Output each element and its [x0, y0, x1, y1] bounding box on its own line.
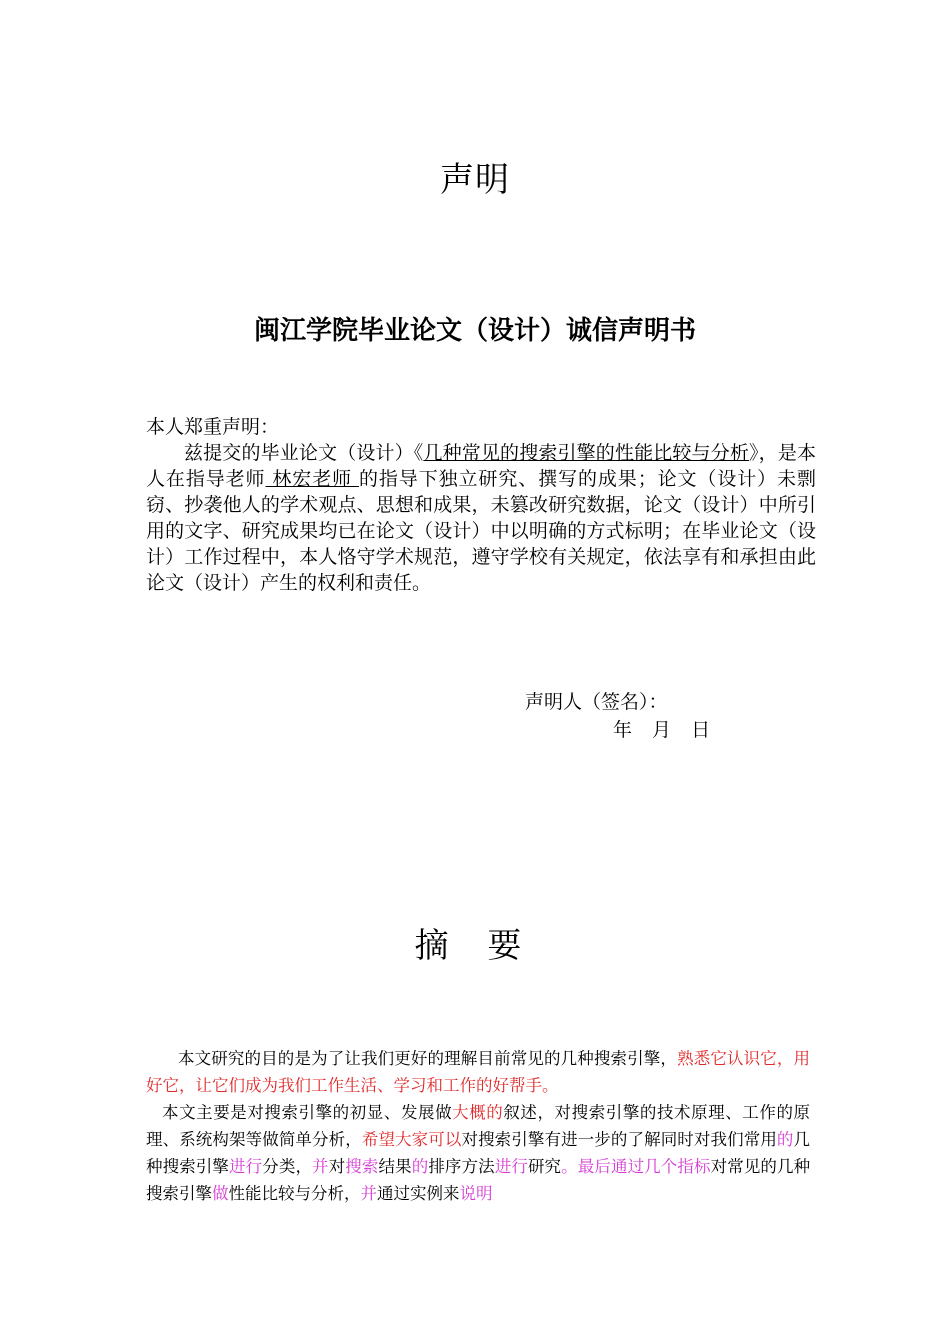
abstract-paragraph-2: [146, 1099, 810, 1207]
declaration-text-1: 兹提交的毕业论文（设计）《: [184, 442, 424, 464]
abstract-text: 叙述，对搜索引擎的技术原理、工作的原理、系统构架等做简单分析，: [146, 1103, 811, 1149]
abstract-text-magenta: 进行: [494, 1157, 528, 1176]
abstract-text: 对常见的几种搜索引擎: [146, 1157, 811, 1203]
advisor-name: 林宏老师: [265, 468, 359, 490]
page-title: 声明: [440, 160, 510, 200]
thesis-title: 几种常见的搜索引擎的性能比较与分析: [423, 442, 750, 464]
abstract-text-magenta: 并: [312, 1157, 329, 1176]
abstract-text-magenta: 搜索: [345, 1157, 379, 1176]
signature-date: 年 月 日: [613, 719, 711, 741]
abstract-text: 分类，: [262, 1157, 313, 1176]
signature-label: 声明人（签名）：: [525, 691, 668, 713]
abstract-text: 通过实例来: [377, 1184, 460, 1203]
abstract-text-magenta: 的: [411, 1157, 429, 1176]
declaration-text-2: 》，是本人在指导老师: [146, 442, 816, 490]
abstract-text-red: 熟悉它认识它，用好它，让它们成为我们工作生活、学习和工作的好帮手。: [146, 1049, 811, 1095]
abstract-paragraph-1: [146, 1045, 810, 1099]
abstract-text: 本文主要是对搜索引擎的初显、发展做: [162, 1103, 453, 1122]
abstract-text: 本文研究的目的是为了让我们更好的理解目前常见的几种搜索引擎，: [178, 1049, 678, 1068]
abstract-text: 性能比较与分析，: [228, 1184, 361, 1203]
abstract-text-magenta: 做: [212, 1184, 229, 1203]
abstract-text-red: 大概的: [452, 1103, 504, 1122]
abstract-text-red: 希望大家可以: [361, 1130, 462, 1149]
abstract-text-magenta: 。最后通过几个指标: [561, 1157, 711, 1176]
declaration-body: [146, 414, 816, 596]
abstract-text: 对搜索引擎有进一步的了解同时对我们常用: [461, 1130, 777, 1149]
abstract-body: [146, 1045, 810, 1207]
abstract-text-magenta: 并: [360, 1184, 377, 1203]
abstract-text: 研究: [527, 1157, 562, 1176]
abstract-text-magenta: 说明: [459, 1184, 493, 1203]
declaration-paragraph: [146, 440, 816, 596]
abstract-text: 排序方法: [428, 1157, 495, 1176]
declaration-text-3: 的指导下独立研究、撰写的成果；论文（设计）未剽窃、抄袭他人的学术观点、思想和成果，未篡改研究数据，论文（设计）中所引用的文字、研究成果均已在论文（设计）中以明确的方式标明；在毕业论文（设计）工作过程中，本人恪守学术规范，遵守学校有关规定，依法享有和承担由此论文（设计）产生的权利和责任。: [146, 468, 816, 594]
abstract-text: 几种搜索引擎: [146, 1130, 811, 1176]
signature-block: [525, 688, 710, 744]
abstract-text-magenta: 的: [776, 1130, 794, 1149]
abstract-text: 对: [328, 1157, 346, 1176]
abstract-title: 摘 要: [414, 926, 536, 966]
declaration-title: 闽江学院毕业论文（设计）诚信声明书: [253, 316, 696, 346]
abstract-text-magenta: 进行: [229, 1157, 263, 1176]
abstract-text: 结果: [378, 1157, 412, 1176]
declaration-opening: 本人郑重声明：: [146, 416, 280, 438]
